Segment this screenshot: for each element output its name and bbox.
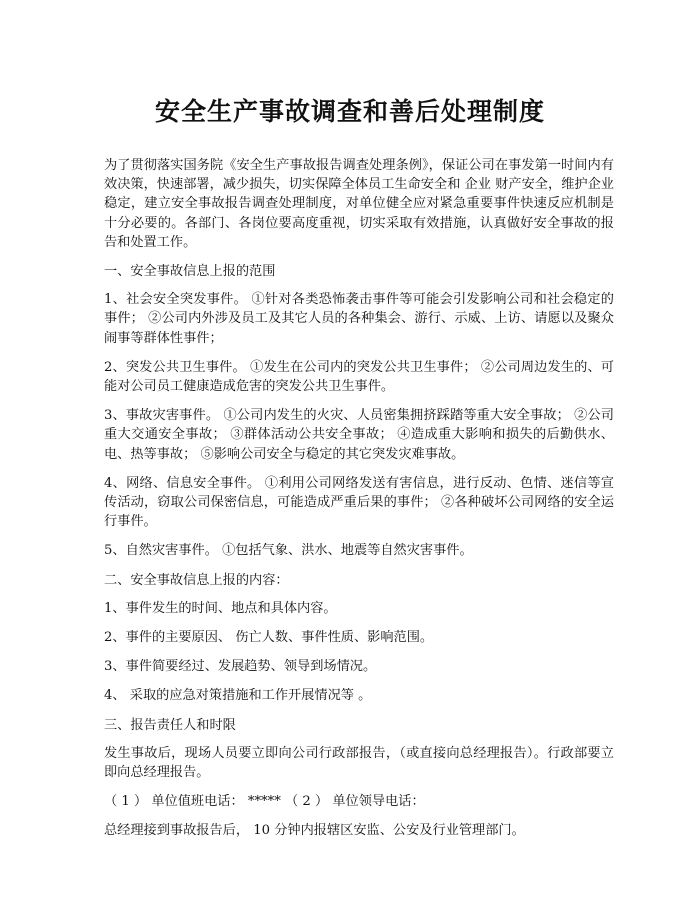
- section-heading-2: 二、安全事故信息上报的内容：: [104, 572, 289, 588]
- document-body: [104, 156, 614, 851]
- list-item: 4、网络、信息安全事件。 ①利用公司网络发送有害信息，进行反动、色情、迷信等宣传活动，窃取公司保密信息，可能造成严重后果的事件； ②各种破坏公司网络的安全运行事件。: [104, 475, 614, 530]
- phone-line: （ 1 ） 单位值班电话： ***** （ 2 ） 单位领导电话：: [104, 794, 425, 810]
- section-heading-3: 三、报告责任人和时限: [104, 717, 236, 733]
- list-item: 2、事件的主要原因、 伤亡人数、事件性质、影响范围。: [104, 630, 434, 646]
- list-item: 3、事故灾害事件。 ①公司内发生的火灾、人员密集拥挤踩踏等重大安全事故； ②公司重大交通安全事故； ③群体活动公共安全事故； ④造成重大影响和损失的后勤供水、电、热等事故； ⑤影响公司安全与稳定的其它突发灾难事故。: [104, 408, 614, 462]
- list-item: 5、自然灾害事件。 ①包括气象、洪水、地震等自然灾害事件。: [104, 543, 473, 559]
- list-item: 1、社会安全突发事件。 ①针对各类恐怖袭击事件等可能会引发影响公司和社会稳定的事件； ②公司内外涉及员工及其它人员的各种集会、游行、示威、上访、请愿以及聚众闹事等群体性事件；: [104, 292, 614, 346]
- body-paragraph: 发生事故后，现场人员要立即向公司行政部报告，（或直接向总经理报告）。行政部要立即向总经理报告。: [104, 745, 614, 781]
- document-title: 安全生产事故调查和善后处理制度: [154, 97, 545, 126]
- list-item: 3、事件简要经过、发展趋势、领导到场情况。: [104, 659, 377, 675]
- list-item: 2、突发公共卫生事件。 ①发生在公司内的突发公共卫生事件； ②公司周边发生的、可能对公司员工健康造成危害的突发公共卫生事件。: [104, 359, 614, 395]
- list-item: 4、 采取的应急对策措施和工作开展情况等 。: [104, 688, 372, 704]
- intro-paragraph: 为了贯彻落实国务院《安全生产事故报告调查处理条例》，保证公司在事发第一时间内有效决策，快速部署，减少损失，切实保障全体员工生命安全和 企业 财产安全，维护企业稳定，建立安全事故报告调查处理制度，对单位健全应对紧急重要事件快速反应机制是十分必要的。各部门、各岗位要高度重视，切实采取有效措施，认真做好安全事故的报告和处置工作。: [104, 158, 614, 250]
- list-item: 1、事件发生的时间、地点和具体内容。: [104, 600, 337, 616]
- body-paragraph: 总经理接到事故报告后， 10 分钟内报辖区安监、公安及行业管理部门。: [104, 823, 525, 839]
- section-heading-1: 一、安全事故信息上报的范围: [104, 264, 276, 280]
